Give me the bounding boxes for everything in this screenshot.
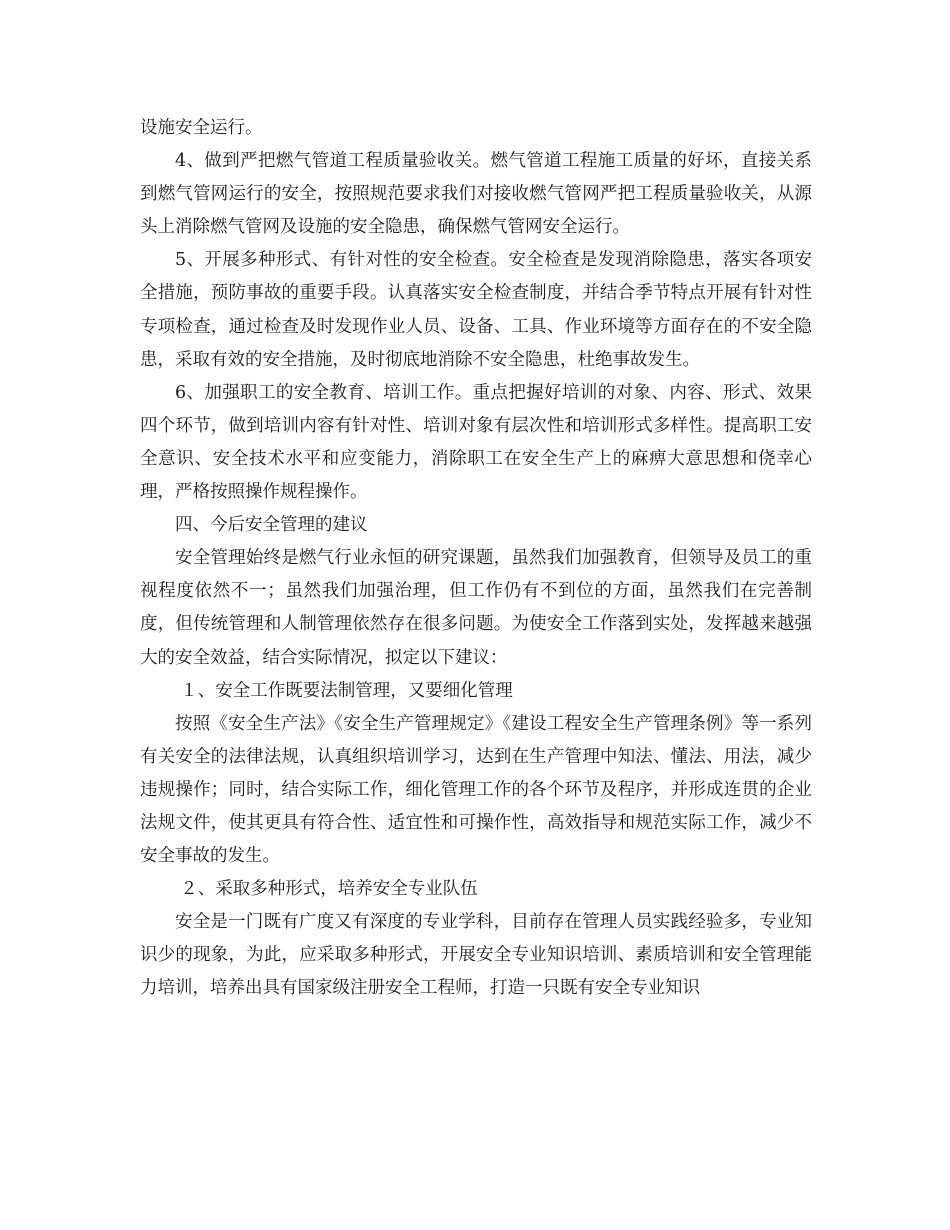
subheading-1: １、安全工作既要法制管理，又要细化管理 xyxy=(180,680,513,701)
paragraph-continuation: 设施安全运行。 xyxy=(140,118,263,138)
paragraph-item-4: 4、做到严把燃气管道工程质量验收关。燃气管道工程施工质量的好坏，直接关系到燃气管网运行的安全，按照规范要求我们对接收燃气管网严把工程质量验收关，从源头上消除燃气管网及设施的安全隐患，确保燃气管网安全运行。 xyxy=(140,151,812,238)
document-body xyxy=(140,112,812,1006)
paragraph-section-intro: 安全管理始终是燃气行业永恒的研究课题，虽然我们加强教育，但领导及员工的重视程度依然不一；虽然我们加强治理，但工作仍有不到位的方面，虽然我们在完善制度，但传统管理和人制管理依然存在很多问题。为使安全工作落到实处，发挥越来越强大的安全效益，结合实际情况，拟定以下建议： xyxy=(140,548,812,668)
section-heading-4: 四、今后安全管理的建议 xyxy=(175,515,368,536)
subheading-2: ２、采取多种形式，培养安全专业队伍 xyxy=(180,879,478,900)
paragraph-item-5: 5、开展多种形式、有针对性的安全检查。安全检查是发现消除隐患，落实各项安全措施，预防事故的重要手段。认真落实安全检查制度，并结合季节特点开展有针对性专项检查，通过检查及时发现作业人员、设备、工具、作业环境等方面存在的不安全隐患，采取有效的安全措施，及时彻底地消除不安全隐患，杜绝事故发生。 xyxy=(140,250,812,370)
paragraph-item-6: 6、加强职工的安全教育、培训工作。重点把握好培训的对象、内容、形式、效果四个环节，做到培训内容有针对性、培训对象有层次性和培训形式多样性。提高职工安全意识、安全技术水平和应变能力，消除职工在安全生产上的麻痹大意思想和侥幸心理，严格按照操作规程操作。 xyxy=(140,382,812,503)
paragraph-subsection-2: 安全是一门既有广度又有深度的专业学科，目前存在管理人员实践经验多，专业知识少的现象，为此，应采取多种形式，开展安全专业知识培训、素质培训和安全管理能力培训，培养出具有国家级注册安全工程师，打造一只既有安全专业知识 xyxy=(140,912,812,999)
paragraph-subsection-1: 按照《安全生产法》《安全生产管理规定》《建设工程安全生产管理条例》等一系列有关安全的法律法规，认真组织培训学习，达到在生产管理中知法、懂法、用法，减少违规操作；同时，结合实际工作，细化管理工作的各个环节及程序，并形成连贯的企业法规文件，使其更具有符合性、适宜性和可操作性，高效指导和规范实际工作，减少不安全事故的发生。 xyxy=(140,713,812,867)
